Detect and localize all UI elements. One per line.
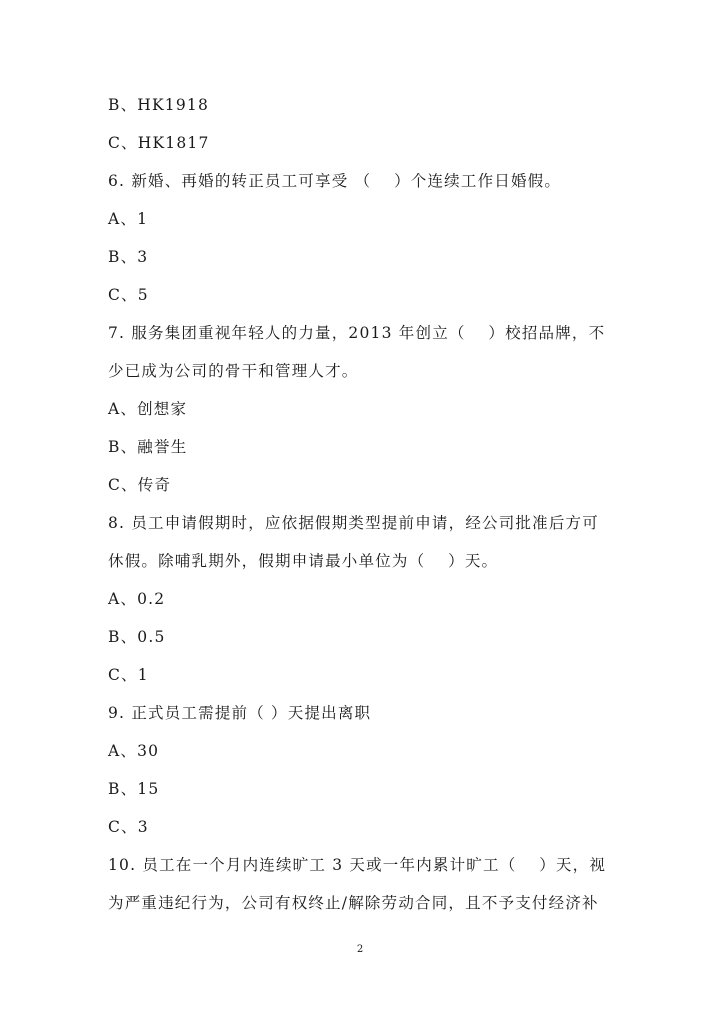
question-8-line-1: 8. 员工申请假期时，应依据假期类型提前申请，经公司批准后方可 [108, 514, 599, 532]
option-b-q9: B、15 [108, 780, 160, 798]
question-7-line-2: 少已成为公司的骨干和管理人才。 [108, 362, 359, 380]
option-b-q6: B、3 [108, 248, 149, 266]
option-b-q8: B、0.5 [108, 628, 166, 646]
question-10-line-1: 10. 员工在一个月内连续旷工 3 天或一年内累计旷工（ ）天，视 [108, 856, 607, 874]
option-c-q7: C、传奇 [108, 476, 172, 494]
question-6: 6. 新婚、再婚的转正员工可享受 （ ）个连续工作日婚假。 [108, 172, 562, 190]
question-10-line-2: 为严重违纪行为，公司有权终止/解除劳动合同，且不予支付经济补 [108, 894, 599, 912]
option-c-q5: C、HK1817 [108, 134, 210, 152]
option-a-q6: A、1 [108, 210, 149, 228]
option-a-q7: A、创想家 [108, 400, 188, 418]
option-c-q6: C、5 [108, 286, 149, 304]
option-b-q7: B、融誉生 [108, 438, 188, 456]
option-a-q8: A、0.2 [108, 590, 166, 608]
option-b-q5: B、HK1918 [108, 96, 210, 114]
option-c-q8: C、1 [108, 666, 149, 684]
question-9: 9. 正式员工需提前（ ）天提出离职 [108, 704, 372, 722]
question-8-line-2: 休假。除哺乳期外，假期申请最小单位为（ ）天。 [108, 552, 499, 570]
option-c-q9: C、3 [108, 818, 149, 836]
question-7-line-1: 7. 服务集团重视年轻人的力量，2013 年创立（ ）校招品牌，不 [108, 324, 606, 342]
option-a-q9: A、30 [108, 742, 160, 760]
page-number: 2 [356, 944, 364, 955]
